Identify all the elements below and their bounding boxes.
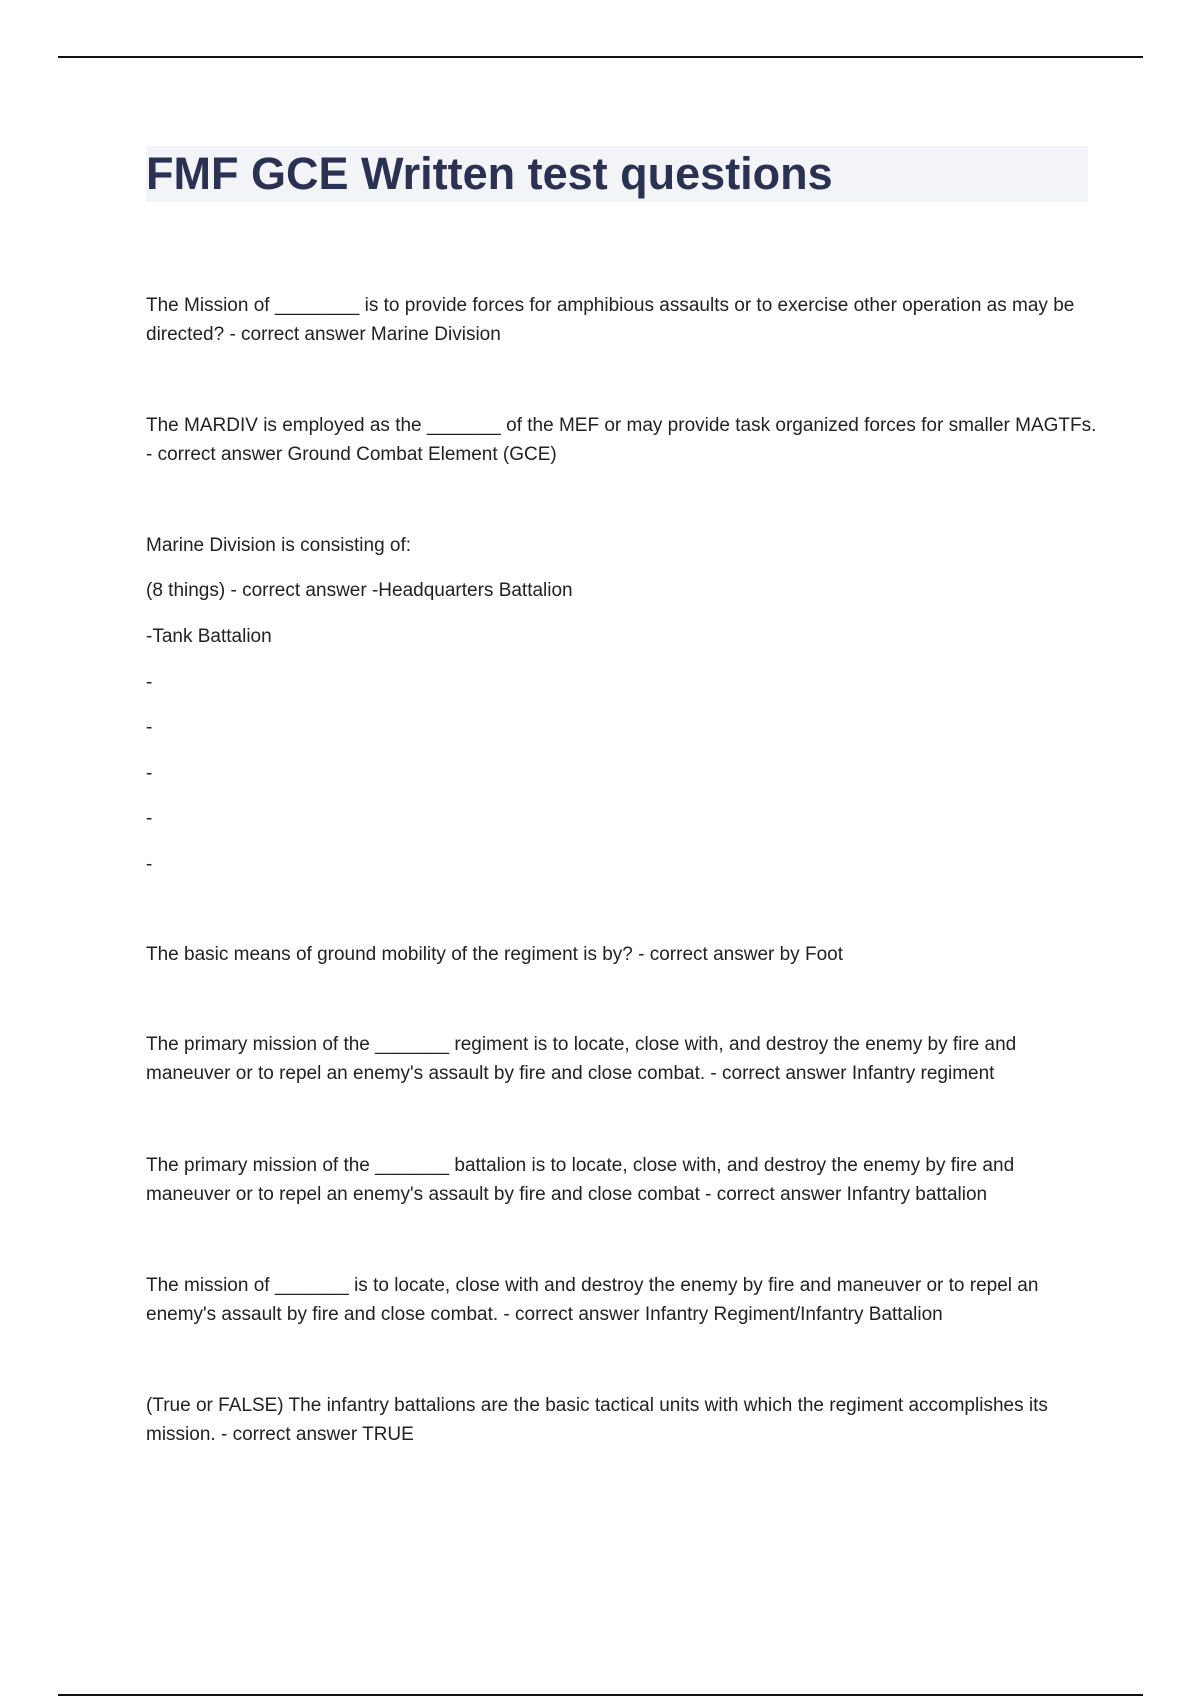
- list-item: -: [146, 672, 153, 693]
- question-mardiv-employment: The MARDIV is employed as the _______ of the MEF or may provide task organized forces for smaller MAGTFs. - correct answer Ground Combat Element (GCE): [146, 415, 1097, 465]
- question-battalion-mission: The primary mission of the _______ battalion is to locate, close with, and destroy the enemy by fire and maneuver or to repel an enemy's assault by fire and close combat - correct answer Infantry battalion: [146, 1155, 1015, 1205]
- list-item: -: [146, 854, 153, 875]
- question-ground-mobility: The basic means of ground mobility of the regiment is by? - correct answer by Foot: [146, 944, 843, 965]
- question-true-false: (True or FALSE) The infantry battalions are the basic tactical units with which the regiment accomplishes its mission. - correct answer TRUE: [146, 1395, 1048, 1445]
- list-item: -: [146, 808, 153, 829]
- list-item: -: [146, 717, 153, 738]
- question-infantry-mission: The mission of _______ is to locate, close with and destroy the enemy by fire and maneuver or to repel an enemy's assault by fire and close combat. - correct answer Infantry Regiment/Infantry Battalion: [146, 1275, 1039, 1325]
- list-item: -: [146, 763, 153, 784]
- list-item: (8 things) - correct answer -Headquarters Battalion: [146, 580, 573, 601]
- question-mission-marine-division: The Mission of ________ is to provide forces for amphibious assaults or to exercise other operation as may be directed? - correct answer Marine Division: [146, 295, 1075, 345]
- page-title: FMF GCE Written test questions: [146, 148, 833, 199]
- question-regiment-mission: The primary mission of the _______ regiment is to locate, close with, and destroy the enemy by fire and maneuver or to repel an enemy's assault by fire and close combat. - correct answer Infantry regiment: [146, 1034, 1017, 1084]
- list-item: -Tank Battalion: [146, 626, 272, 647]
- question-division-composition: Marine Division is consisting of:: [146, 535, 412, 556]
- top-rule: [58, 56, 1143, 58]
- bottom-rule: [58, 1694, 1143, 1696]
